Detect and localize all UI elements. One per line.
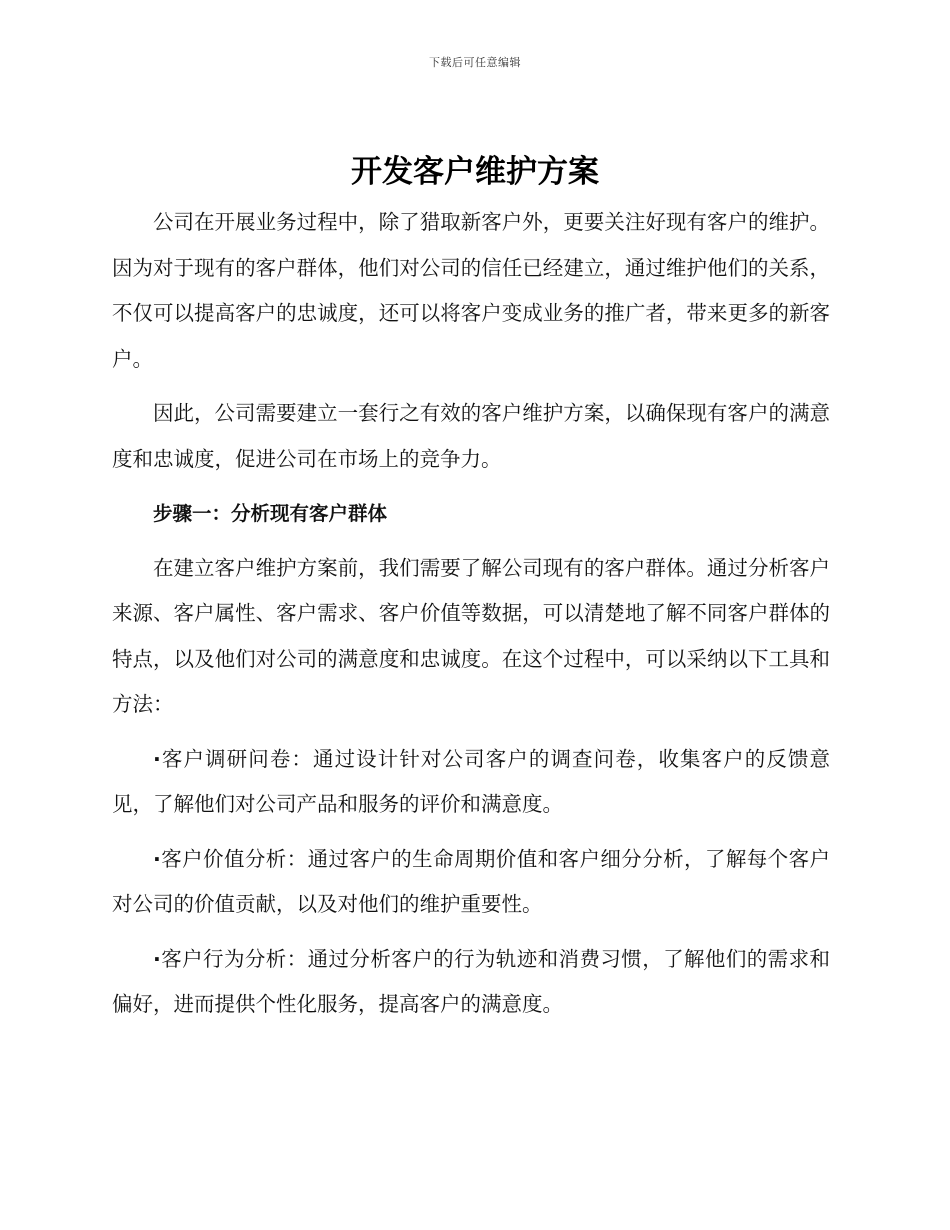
- bullet-item-survey: [112, 737, 830, 828]
- bullet-item-behavior-analysis: [112, 937, 830, 1028]
- document-body: [112, 200, 830, 1037]
- bullet-dot-icon: ·: [153, 746, 161, 771]
- intro-paragraph-2: 因此，公司需要建立一套行之有效的客户维护方案，以确保现有客户的满意度和忠诚度，促进公司在市场上的竞争力。: [112, 401, 830, 471]
- bullet-dot-icon: ·: [153, 846, 161, 871]
- bullet-text: 客户调研问卷：通过设计针对公司客户的调查问卷，收集客户的反馈意见，了解他们对公司产品和服务的评价和满意度。: [112, 746, 830, 816]
- bullet-dot-icon: ·: [153, 946, 161, 971]
- bullet-item-value-analysis: [112, 837, 830, 928]
- intro-paragraph-1: 公司在开展业务过程中，除了猎取新客户外，更要关注好现有客户的维护。因为对于现有的客户群体，他们对公司的信任已经建立，通过维护他们的关系，不仅可以提高客户的忠诚度，还可以将客户变成业务的推广者，带来更多的新客户。: [112, 210, 830, 371]
- step-1-paragraph: 在建立客户维护方案前，我们需要了解公司现有的客户群体。通过分析客户来源、客户属性、客户需求、客户价值等数据，可以清楚地了解不同客户群体的特点，以及他们对公司的满意度和忠诚度。在这个过程中，可以采纳以下工具和方法：: [112, 555, 830, 716]
- step-1-heading: 步骤一：分析现有客户群体: [152, 502, 387, 525]
- page-header-note: 下载后可任意编辑: [429, 56, 521, 69]
- bullet-text: 客户行为分析：通过分析客户的行为轨迹和消费习惯，了解他们的需求和偏好，进而提供个性化服务，提高客户的满意度。: [112, 946, 830, 1016]
- bullet-text: 客户价值分析：通过客户的生命周期价值和客户细分分析，了解每个客户对公司的价值贡献，以及对他们的维护重要性。: [112, 846, 830, 916]
- document-title: 开发客户维护方案: [351, 154, 599, 190]
